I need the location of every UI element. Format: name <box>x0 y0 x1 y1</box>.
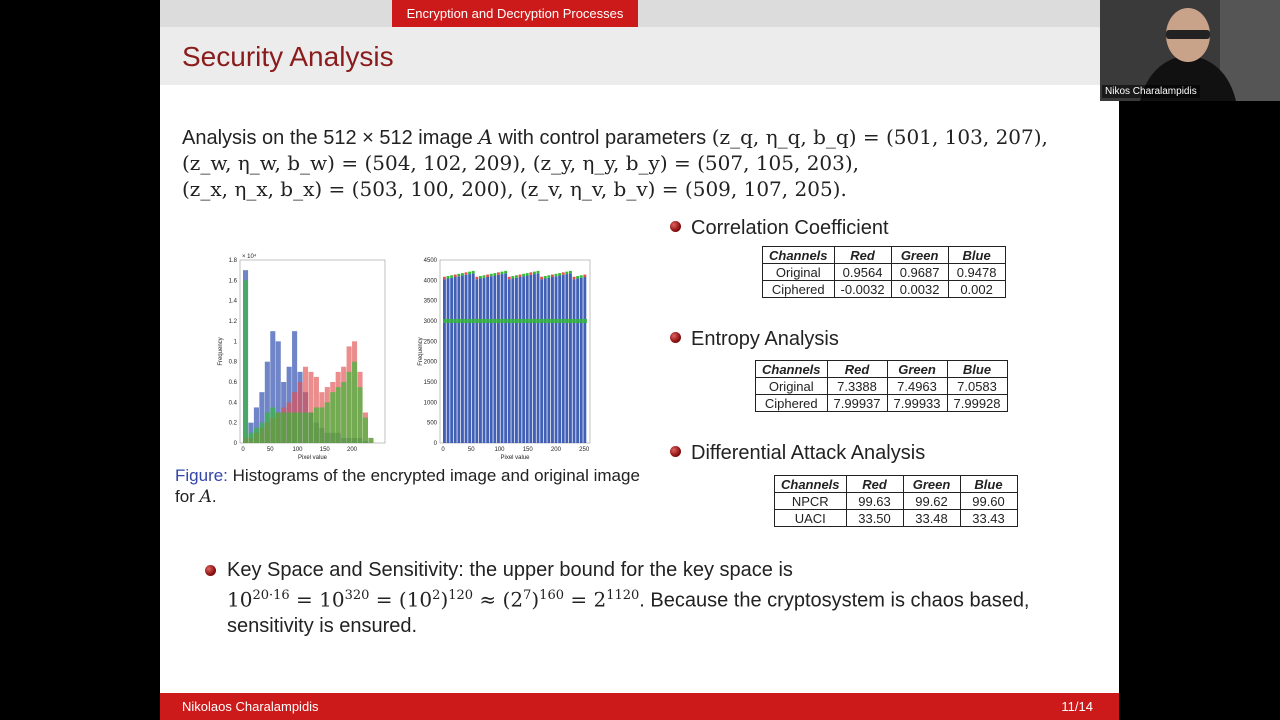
table-header-cell: Blue <box>948 247 1005 264</box>
histogram-bar-blue <box>450 278 453 443</box>
caption-end: . <box>211 487 217 506</box>
y-tick-label: 500 <box>426 420 437 427</box>
histogram-bar-cap <box>501 272 504 274</box>
histogram-bar-cap <box>565 272 568 274</box>
histogram-bar-cap <box>551 275 554 277</box>
x-tick-label: 200 <box>550 447 561 453</box>
histogram-bar-cap <box>504 271 507 273</box>
histogram-bar-green <box>325 402 330 443</box>
y-tick-label: 2000 <box>423 359 437 366</box>
histogram-bar-blue <box>580 278 583 443</box>
section-tab[interactable]: Encryption and Decryption Processes <box>392 0 638 27</box>
table-cell: 0.002 <box>948 281 1005 298</box>
histogram-bar-blue <box>562 275 565 443</box>
histogram-bar-cap <box>465 272 468 274</box>
table-row <box>775 493 1018 510</box>
table-cell: 7.99928 <box>947 395 1007 412</box>
histogram-bar-blue <box>475 279 478 443</box>
histogram-bar-green <box>363 418 368 443</box>
x-tick-label: 50 <box>467 447 475 453</box>
table-cell: 33.50 <box>846 510 903 527</box>
table-row <box>763 264 1006 281</box>
table-cell: 99.63 <box>846 493 903 510</box>
y-tick-label: 4000 <box>423 278 437 285</box>
table-cell: Original <box>756 378 828 395</box>
histogram-bar-cap <box>443 277 446 279</box>
histogram-bar-blue <box>576 278 579 443</box>
x-tick-label: 50 <box>266 447 274 453</box>
histogram-bar-cap <box>522 274 525 276</box>
y-tick-label: 1500 <box>423 380 437 386</box>
table-row <box>775 510 1018 527</box>
histogram-bar-cap <box>468 272 471 274</box>
table-cell: NPCR <box>775 493 847 510</box>
footer-author: Nikolaos Charalampidis <box>182 699 319 714</box>
histogram-floor-band <box>443 319 587 323</box>
y-tick-label: 1.6 <box>228 278 237 285</box>
figure-caption <box>175 465 645 508</box>
histogram-bar-blue <box>544 278 547 443</box>
x-tick-label: 0 <box>241 447 245 453</box>
histogram-bar-blue <box>504 273 507 443</box>
histogram-bar-green <box>330 392 335 443</box>
histogram-bar-blue <box>457 276 460 443</box>
y-tick-label: 0 <box>433 441 437 447</box>
histogram-bar-cap <box>511 276 514 278</box>
histogram-bar-cap <box>569 271 572 273</box>
table-header-cell: Channels <box>763 247 835 264</box>
table-header-row <box>756 361 1008 378</box>
x-tick-label: 100 <box>292 447 303 453</box>
histogram-bar-blue <box>511 278 514 443</box>
x-tick-label: 0 <box>441 447 445 453</box>
histogram-bar-blue <box>533 274 536 443</box>
table-cell: Ciphered <box>763 281 835 298</box>
table-header-cell: Red <box>846 476 903 493</box>
histogram-bar-green <box>298 413 303 444</box>
histogram-bar-blue <box>493 276 496 443</box>
table-header-cell: Green <box>887 361 947 378</box>
correlation-heading <box>670 217 889 240</box>
histogram-bar-blue <box>573 279 576 443</box>
histogram-bar-blue <box>454 277 457 443</box>
histogram-bar-blue <box>443 279 446 443</box>
histogram-bar-cap <box>493 273 496 275</box>
y-tick-label: 2500 <box>423 339 437 346</box>
y-tick-label: 3500 <box>423 298 437 305</box>
keyspace-line-3: sensitivity is ensured. <box>227 614 418 637</box>
histogram-bar-blue <box>508 279 511 443</box>
keyspace-line-1: Key Space and Sensitivity: the upper bound for the key space is <box>227 559 793 581</box>
table-cell: 7.4963 <box>887 378 947 395</box>
table-cell: 0.0032 <box>891 281 948 298</box>
histogram-bar-cap <box>544 276 547 278</box>
table-row <box>756 395 1008 412</box>
table-cell: 99.60 <box>960 493 1017 510</box>
table-header-row <box>775 476 1018 493</box>
histogram-bar-cap <box>450 275 453 277</box>
y-tick-label: 1 <box>233 339 237 346</box>
histogram-bar-blue <box>529 275 532 443</box>
table-cell: 7.99937 <box>827 395 887 412</box>
histogram-bar-cap <box>483 275 486 277</box>
caption-label: Figure: <box>175 466 228 485</box>
histogram-bar-cap <box>558 273 561 275</box>
histogram-bar-blue <box>565 274 568 443</box>
correlation-table <box>762 246 1006 298</box>
histogram-bar-cap <box>537 271 540 273</box>
x-tick-label: 150 <box>522 447 533 453</box>
histogram-bar-green <box>265 413 270 444</box>
histogram-bar-green <box>292 413 297 444</box>
table-header-cell: Red <box>827 361 887 378</box>
table-cell: 7.3388 <box>827 378 887 395</box>
intro-text-1: Analysis on the 512 × 512 image <box>182 127 479 149</box>
footer-bar <box>160 693 1119 720</box>
bullet-icon <box>670 332 681 343</box>
histogram-bar-blue <box>540 279 543 443</box>
y-tick-label: 1.2 <box>228 319 237 325</box>
y-tick-label: 0.8 <box>228 359 237 366</box>
histogram-bar-cap <box>454 275 457 277</box>
slide <box>160 0 1119 720</box>
histogram-bar-green <box>303 413 308 444</box>
x-axis-label: Pixel value <box>500 455 530 461</box>
y-tick-label: 1.4 <box>228 298 237 305</box>
slide-title: Security Analysis <box>182 41 394 72</box>
histogram-bar-cap <box>447 276 450 278</box>
histogram-bar-green <box>319 407 324 443</box>
histogram-bar-blue <box>479 278 482 443</box>
table-cell: 0.9478 <box>948 264 1005 281</box>
histogram-bar-green <box>368 438 373 443</box>
histogram-bar-green <box>270 407 275 443</box>
histogram-bar-cap <box>472 271 475 273</box>
histogram-bar-green <box>243 280 248 443</box>
histogram-bar-cap <box>573 277 576 279</box>
entropy-table <box>755 360 1008 412</box>
histogram-figure <box>215 252 595 467</box>
bullet-icon <box>670 221 681 232</box>
y-exponent-label: × 10⁴ <box>242 254 257 260</box>
x-axis-label: Pixel value <box>297 455 328 461</box>
table-cell: -0.0032 <box>834 281 891 298</box>
differential-heading-text: Differential Attack Analysis <box>691 442 926 464</box>
histogram-bar-blue <box>461 276 464 443</box>
histogram-bar-blue <box>447 278 450 443</box>
table-header-cell: Red <box>834 247 891 264</box>
histogram-bar-blue <box>537 273 540 443</box>
y-tick-label: 3000 <box>423 319 437 325</box>
histogram-bar-cap <box>475 277 478 279</box>
table-header-cell: Channels <box>775 476 847 493</box>
histogram-bar-cap <box>515 275 518 277</box>
intro-math-3: (z_x, η_x, b_x) = (503, 100, 200), (z_v, η_v, b_v) = (509, 107, 205). <box>182 177 847 201</box>
caption-text: Histograms of the encrypted image and original image for <box>175 466 640 506</box>
histogram-bar-cap <box>519 275 522 277</box>
histogram-bar-cap <box>486 275 489 277</box>
intro-math-2: (z_w, η_w, b_w) = (504, 102, 209), (z_y, η_y, b_y) = (507, 105, 203), <box>182 151 860 175</box>
correlation-heading-text: Correlation Coefficient <box>691 217 889 239</box>
x-tick-label: 150 <box>319 447 330 453</box>
table-cell: 7.0583 <box>947 378 1007 395</box>
histogram-bar-blue <box>547 278 550 443</box>
histogram-bar-blue <box>483 278 486 443</box>
histogram-bar-green <box>352 362 357 443</box>
histogram-svg <box>215 252 595 462</box>
table-header-cell: Green <box>903 476 960 493</box>
y-tick-label: 0.2 <box>228 420 237 427</box>
webcam-name-label: Nikos Charalampidis <box>1102 85 1200 98</box>
y-tick-label: 0.4 <box>228 400 237 407</box>
table-header-cell: Blue <box>960 476 1017 493</box>
histogram-bar-green <box>276 413 281 444</box>
table-header-cell: Channels <box>756 361 828 378</box>
x-tick-label: 250 <box>579 447 590 453</box>
histogram-bar-cap <box>457 274 460 276</box>
differential-heading <box>670 442 925 465</box>
histogram-bar-green <box>308 413 313 444</box>
histogram-bar-blue <box>569 273 572 443</box>
histogram-bar-green <box>259 423 264 443</box>
table-cell: 0.9564 <box>834 264 891 281</box>
histogram-bar-cap <box>547 275 550 277</box>
table-header-cell: Blue <box>947 361 1007 378</box>
table-cell: 7.99933 <box>887 395 947 412</box>
keyspace-bullet <box>205 558 1085 639</box>
histogram-bar-cap <box>497 272 500 274</box>
histogram-bar-cap <box>580 275 583 277</box>
histogram-bar-cap <box>533 272 536 274</box>
y-tick-label: 0.6 <box>228 380 237 386</box>
histogram-bar-cap <box>529 272 532 274</box>
histogram-bar-green <box>254 428 259 443</box>
histogram-bar-green <box>336 387 341 443</box>
x-tick-label: 100 <box>494 447 505 453</box>
histogram-bar-cap <box>583 275 586 277</box>
table-cell: 99.62 <box>903 493 960 510</box>
y-tick-label: 1000 <box>423 400 437 407</box>
histogram-bar-blue <box>468 274 471 443</box>
histogram-bar-cap <box>479 276 482 278</box>
histogram-bar-cap <box>461 273 464 275</box>
histogram-bar-blue <box>558 276 561 443</box>
webcam-tile[interactable] <box>1100 0 1280 101</box>
histogram-bar-green <box>248 433 253 443</box>
table-header-row <box>763 247 1006 264</box>
y-tick-label: 1.8 <box>228 258 237 264</box>
histogram-bar-green <box>314 407 319 443</box>
footer-page-number: 11/14 <box>1061 699 1093 714</box>
table-header-cell: Green <box>891 247 948 264</box>
image-variable: A <box>478 125 493 149</box>
histogram-bar-cap <box>576 276 579 278</box>
entropy-heading-text: Entropy Analysis <box>691 328 839 350</box>
histogram-bar-blue <box>522 276 525 443</box>
histogram-bar-green <box>347 372 352 443</box>
bullet-icon <box>205 565 216 576</box>
histogram-bar-blue <box>472 273 475 443</box>
histogram-bar-blue <box>519 277 522 443</box>
histogram-bar-blue <box>515 278 518 443</box>
histogram-bar-blue <box>555 276 558 443</box>
table-row <box>756 378 1008 395</box>
differential-table <box>774 475 1018 527</box>
histogram-bar-blue <box>501 274 504 443</box>
histogram-bar-blue <box>551 277 554 443</box>
intro-math-1: (z_q, η_q, b_q) = (501, 103, 207), <box>711 125 1048 149</box>
y-tick-label: 4500 <box>423 258 437 264</box>
caption-variable: A <box>199 487 212 507</box>
header-strip <box>160 0 1119 27</box>
table-cell: UACI <box>775 510 847 527</box>
histogram-bar-blue <box>497 275 500 443</box>
histogram-bar-cap <box>490 274 493 276</box>
histogram-bar-blue <box>486 277 489 443</box>
y-axis-label: Frequency <box>218 337 224 366</box>
intro-text-2: with control parameters <box>492 127 712 149</box>
entropy-heading <box>670 328 839 351</box>
histogram-bar-blue <box>583 277 586 443</box>
histogram-bar-blue <box>490 276 493 443</box>
histogram-bar-green <box>287 413 292 444</box>
keyspace-line-2: $10^{20\cdot 16} = 10^{320} = (10^2)^{120} \approx (2^7)^{160} = 2^{1120}$. Because the cryptosystem is chaos based, <box>227 587 1030 612</box>
histogram-bar-cap <box>555 274 558 276</box>
bullet-icon <box>670 446 681 457</box>
table-cell: 33.43 <box>960 510 1017 527</box>
title-bar <box>160 27 1119 85</box>
y-tick-label: 0 <box>233 441 237 447</box>
histogram-bar-green <box>341 382 346 443</box>
intro-paragraph <box>182 125 1062 203</box>
y-axis-label: Frequency <box>418 337 424 366</box>
histogram-bar-cap <box>540 277 543 279</box>
histogram-bar-cap <box>508 277 511 279</box>
histogram-bar-cap <box>526 273 529 275</box>
x-tick-label: 200 <box>347 447 358 453</box>
table-cell: 33.48 <box>903 510 960 527</box>
histogram-bar-green <box>357 387 362 443</box>
table-cell: 0.9687 <box>891 264 948 281</box>
histogram-bar-blue <box>526 276 529 443</box>
histogram-bar-blue <box>465 275 468 443</box>
table-cell: Ciphered <box>756 395 828 412</box>
histogram-bar-green <box>281 413 286 444</box>
table-row <box>763 281 1006 298</box>
table-cell: Original <box>763 264 835 281</box>
histogram-bar-cap <box>562 272 565 274</box>
